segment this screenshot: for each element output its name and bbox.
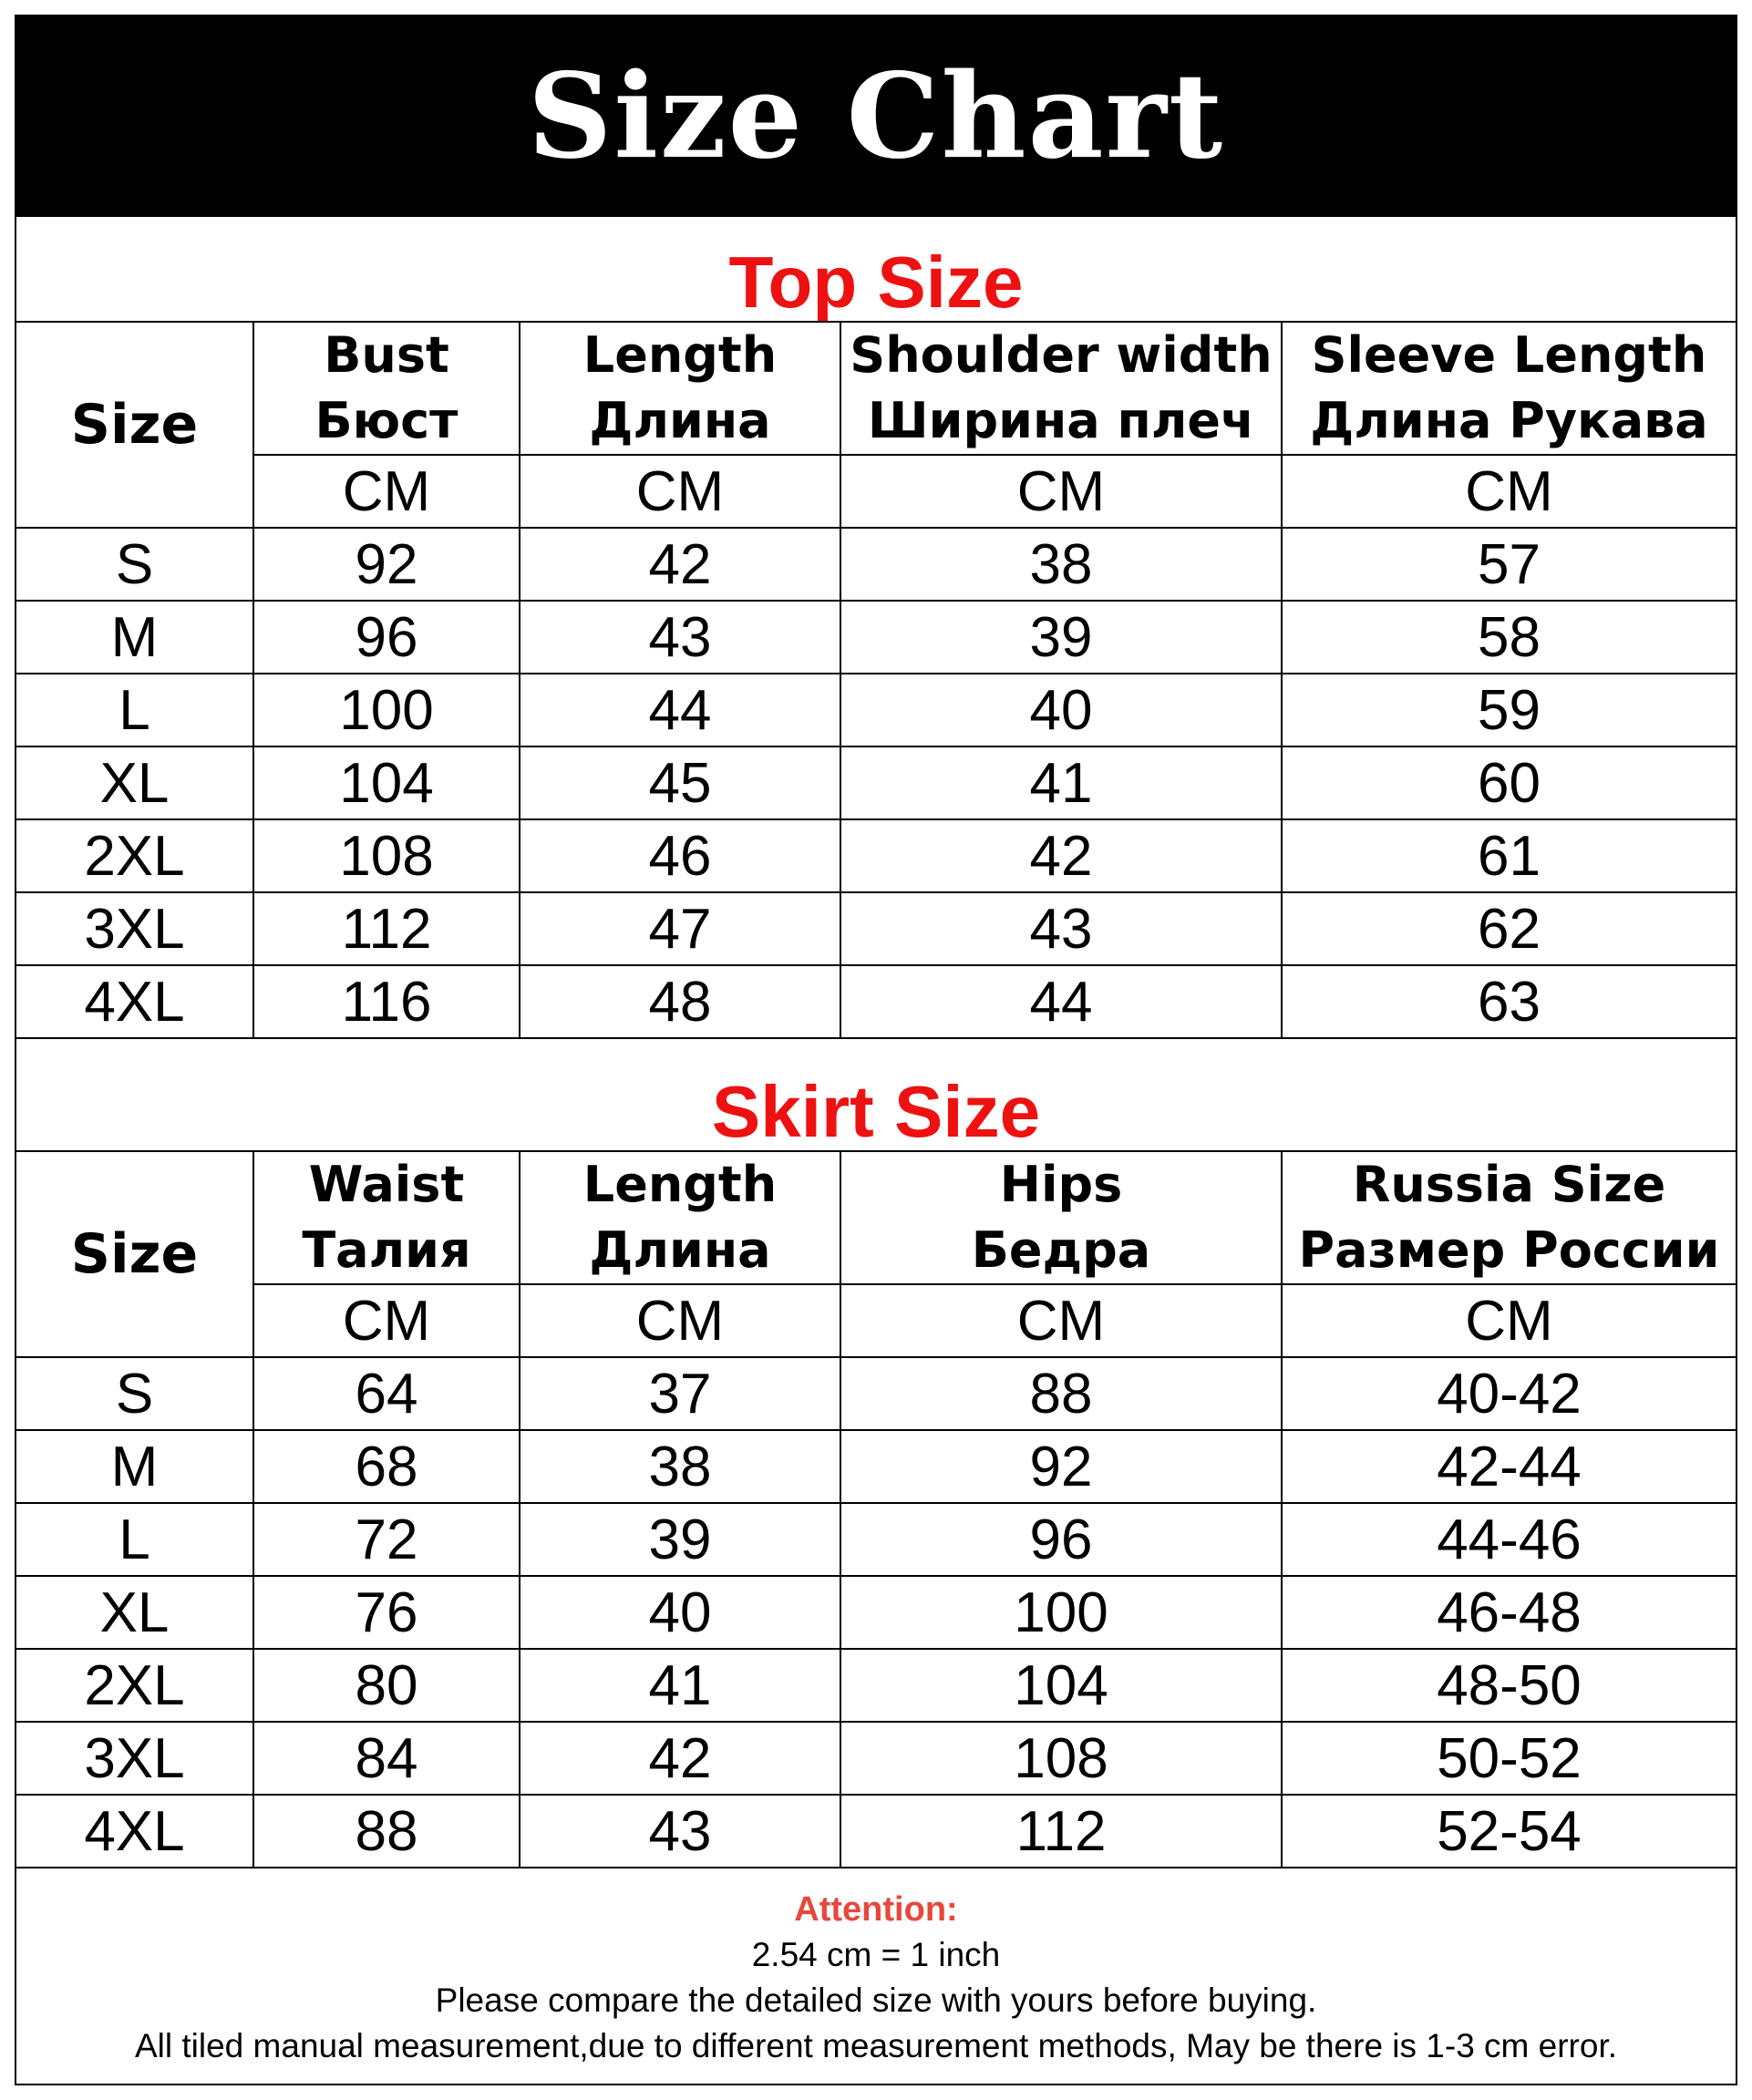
note-line: 2.54 cm = 1 inch xyxy=(751,1936,1001,1973)
top-col-header xyxy=(520,322,840,455)
skirt-measure-cell: 37 xyxy=(520,1357,840,1430)
top-table-row xyxy=(16,965,1736,1038)
skirt-size-label: XL xyxy=(16,1576,253,1649)
top-measure-cell: 43 xyxy=(520,601,840,674)
top-measure-cell: 104 xyxy=(253,746,520,819)
skirt-measure-cell: 41 xyxy=(520,1649,840,1722)
top-measure-cell: 60 xyxy=(1282,746,1736,819)
top-col-ru: Длина xyxy=(589,392,771,449)
top-measure-cell: 42 xyxy=(520,528,840,601)
top-unit-row xyxy=(16,455,1736,528)
skirt-measure-cell: 104 xyxy=(840,1649,1282,1722)
top-unit-cell: CM xyxy=(520,455,840,528)
skirt-col-en: Waist xyxy=(308,1156,465,1213)
skirt-table-row xyxy=(16,1722,1736,1795)
size-chart-frame xyxy=(15,15,1737,2085)
skirt-col-header xyxy=(253,1151,520,1284)
skirt-measure-cell: 39 xyxy=(520,1503,840,1576)
top-col-ru: Длина Рукава xyxy=(1310,392,1708,449)
skirt-measure-cell: 42 xyxy=(520,1722,840,1795)
skirt-measure-cell: 48-50 xyxy=(1282,1649,1736,1722)
skirt-measure-cell: 43 xyxy=(520,1795,840,1868)
skirt-measure-cell: 96 xyxy=(840,1503,1282,1576)
skirt-col-header xyxy=(1282,1151,1736,1284)
top-measure-cell: 92 xyxy=(253,528,520,601)
skirt-table-row xyxy=(16,1576,1736,1649)
top-measure-cell: 43 xyxy=(840,892,1282,965)
top-size-label: 2XL xyxy=(16,819,253,892)
top-size-label: M xyxy=(16,601,253,674)
skirt-measure-cell: 76 xyxy=(253,1576,520,1649)
top-size-label: XL xyxy=(16,746,253,819)
top-unit-cell: CM xyxy=(1282,455,1736,528)
skirt-table-row xyxy=(16,1795,1736,1868)
skirt-measure-cell: 80 xyxy=(253,1649,520,1722)
skirt-size-table xyxy=(16,1150,1736,1868)
skirt-unit-cell: CM xyxy=(520,1284,840,1357)
skirt-measure-cell: 52-54 xyxy=(1282,1795,1736,1868)
skirt-col-header xyxy=(840,1151,1282,1284)
top-measure-cell: 42 xyxy=(840,819,1282,892)
top-measure-cell: 96 xyxy=(253,601,520,674)
top-measure-cell: 62 xyxy=(1282,892,1736,965)
top-col-ru: Бюст xyxy=(314,392,459,449)
top-size-label: 4XL xyxy=(16,965,253,1038)
top-size-label: 3XL xyxy=(16,892,253,965)
skirt-measure-cell: 44-46 xyxy=(1282,1503,1736,1576)
skirt-unit-cell: CM xyxy=(840,1284,1282,1357)
skirt-header-row xyxy=(16,1151,1736,1284)
note-line: All tiled manual measurement,due to different measurement methods, May be there is 1-3 cm error. xyxy=(134,2027,1618,2064)
top-measure-cell: 63 xyxy=(1282,965,1736,1038)
skirt-table-row xyxy=(16,1649,1736,1722)
top-header-row xyxy=(16,322,1736,455)
top-size-table xyxy=(16,321,1736,1039)
top-measure-cell: 39 xyxy=(840,601,1282,674)
skirt-col-header xyxy=(520,1151,840,1284)
top-table-row xyxy=(16,746,1736,819)
top-col-header xyxy=(840,322,1282,455)
top-unit-cell: CM xyxy=(840,455,1282,528)
top-measure-cell: 38 xyxy=(840,528,1282,601)
top-unit-cell: CM xyxy=(253,455,520,528)
top-measure-cell: 59 xyxy=(1282,674,1736,746)
top-measure-cell: 44 xyxy=(840,965,1282,1038)
skirt-col-ru: Размер России xyxy=(1298,1221,1720,1279)
attention-title: Attention: xyxy=(794,1890,958,1929)
top-measure-cell: 57 xyxy=(1282,528,1736,601)
top-size-label: S xyxy=(16,528,253,601)
top-size-title: Top Size xyxy=(728,242,1024,323)
skirt-table-row xyxy=(16,1430,1736,1503)
skirt-measure-cell: 64 xyxy=(253,1357,520,1430)
skirt-measure-cell: 92 xyxy=(840,1430,1282,1503)
skirt-unit-cell: CM xyxy=(1282,1284,1736,1357)
skirt-unit-cell: CM xyxy=(253,1284,520,1357)
skirt-col-en: Hips xyxy=(999,1156,1123,1213)
top-table-row xyxy=(16,674,1736,746)
top-size-header: Size xyxy=(16,322,253,528)
top-size-label: L xyxy=(16,674,253,746)
top-measure-cell: 44 xyxy=(520,674,840,746)
top-col-en: Sleeve Length xyxy=(1311,326,1707,384)
top-measure-cell: 46 xyxy=(520,819,840,892)
skirt-unit-row xyxy=(16,1284,1736,1357)
top-table-row xyxy=(16,528,1736,601)
skirt-measure-cell: 46-48 xyxy=(1282,1576,1736,1649)
skirt-col-en: Length xyxy=(582,1156,778,1213)
skirt-measure-cell: 112 xyxy=(840,1795,1282,1868)
skirt-measure-cell: 38 xyxy=(520,1430,840,1503)
skirt-measure-cell: 84 xyxy=(253,1722,520,1795)
skirt-measure-cell: 72 xyxy=(253,1503,520,1576)
skirt-col-ru: Бедра xyxy=(971,1221,1151,1279)
skirt-table-row xyxy=(16,1503,1736,1576)
top-measure-cell: 116 xyxy=(253,965,520,1038)
skirt-measure-cell: 88 xyxy=(840,1357,1282,1430)
top-table-row xyxy=(16,601,1736,674)
skirt-measure-cell: 40 xyxy=(520,1576,840,1649)
top-measure-cell: 108 xyxy=(253,819,520,892)
banner-title: Size Chart xyxy=(527,48,1225,185)
skirt-measure-cell: 100 xyxy=(840,1576,1282,1649)
top-table-row xyxy=(16,892,1736,965)
skirt-size-header: Size xyxy=(16,1151,253,1357)
skirt-col-en: Russia Size xyxy=(1352,1156,1666,1213)
top-size-body xyxy=(16,528,1736,1038)
top-measure-cell: 48 xyxy=(520,965,840,1038)
title-banner xyxy=(16,16,1736,217)
top-col-en: Length xyxy=(582,326,778,384)
skirt-size-label: 2XL xyxy=(16,1649,253,1722)
top-measure-cell: 112 xyxy=(253,892,520,965)
skirt-col-ru: Длина xyxy=(589,1221,771,1279)
top-measure-cell: 61 xyxy=(1282,819,1736,892)
skirt-size-title: Skirt Size xyxy=(711,1071,1041,1152)
top-col-ru: Ширина плеч xyxy=(867,392,1255,449)
top-measure-cell: 58 xyxy=(1282,601,1736,674)
skirt-measure-cell: 42-44 xyxy=(1282,1430,1736,1503)
top-col-header xyxy=(253,322,520,455)
skirt-size-label: 3XL xyxy=(16,1722,253,1795)
skirt-size-label: 4XL xyxy=(16,1795,253,1868)
skirt-measure-cell: 40-42 xyxy=(1282,1357,1736,1430)
skirt-size-body xyxy=(16,1357,1736,1868)
top-col-en: Shoulder width xyxy=(850,326,1273,384)
top-measure-cell: 40 xyxy=(840,674,1282,746)
top-measure-cell: 47 xyxy=(520,892,840,965)
skirt-table-row xyxy=(16,1357,1736,1430)
skirt-size-label: L xyxy=(16,1503,253,1576)
skirt-size-label: M xyxy=(16,1430,253,1503)
skirt-size-label: S xyxy=(16,1357,253,1430)
skirt-col-ru: Талия xyxy=(302,1221,471,1279)
top-col-en: Bust xyxy=(324,326,449,384)
top-col-header xyxy=(1282,322,1736,455)
note-line: Please compare the detailed size with yours before buying. xyxy=(435,1982,1317,2019)
skirt-measure-cell: 50-52 xyxy=(1282,1722,1736,1795)
top-measure-cell: 41 xyxy=(840,746,1282,819)
top-measure-cell: 45 xyxy=(520,746,840,819)
skirt-measure-cell: 108 xyxy=(840,1722,1282,1795)
skirt-measure-cell: 68 xyxy=(253,1430,520,1503)
top-table-row xyxy=(16,819,1736,892)
top-measure-cell: 100 xyxy=(253,674,520,746)
skirt-measure-cell: 88 xyxy=(253,1795,520,1868)
attention-note xyxy=(16,1887,1736,2069)
